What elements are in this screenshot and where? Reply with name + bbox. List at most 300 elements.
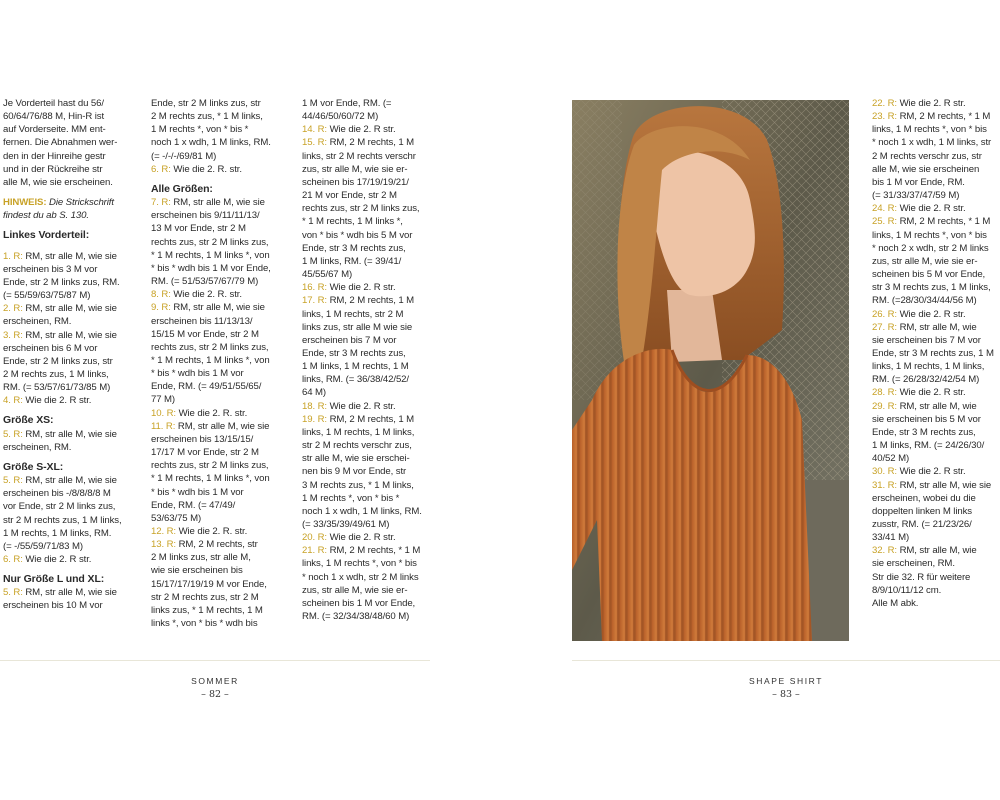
row-number: 27. R: xyxy=(872,321,897,333)
row-text: links, str 2 M rechts verschr xyxy=(302,150,416,162)
row-text: Wie die 2. R str. xyxy=(897,203,966,215)
row-text: rechts zus, str 2 M links zus, xyxy=(302,203,420,215)
row-instruction xyxy=(3,329,138,342)
row-text: Wie die 2. R str. xyxy=(22,395,92,407)
row-text: 15/15 M vor Ende, str 2 M xyxy=(151,328,259,340)
row-text: Ende, str 2 M links zus, str xyxy=(3,355,113,367)
text-line xyxy=(872,597,1000,610)
row-text: RM. (= 26/28/32/42/54 M) xyxy=(872,374,980,386)
row-text: (= -/-/-/69/81 M) xyxy=(151,150,217,162)
text-line xyxy=(872,584,1000,597)
row-text: und in der Rückreihe str xyxy=(3,163,103,175)
row-text: * noch 1 x wdh, str 2 M links xyxy=(302,571,419,583)
text-line xyxy=(872,229,1000,242)
row-text: rechts zus, str 2 M links zus, xyxy=(151,460,269,472)
row-text: RM, str alle M, wie sie xyxy=(22,587,117,599)
row-text: findest du ab S. 130. xyxy=(3,210,89,222)
row-number: 26. R: xyxy=(872,308,897,320)
row-instruction xyxy=(302,400,437,413)
text-line xyxy=(302,518,437,531)
row-instruction xyxy=(872,400,1000,413)
row-text: rechts zus, str 2 M links zus, xyxy=(151,341,269,353)
hint-label: HINWEIS: xyxy=(3,197,47,209)
row-text: str 2 M rechts zus, 1 M links, xyxy=(3,514,122,526)
page-number: – 82 – xyxy=(201,689,229,700)
row-number: 24. R: xyxy=(872,203,897,215)
row-text: doppelten linken M links xyxy=(872,505,972,517)
row-text: erscheinen bis -/8/8/8/8 M xyxy=(3,488,111,500)
row-text: Wie die 2. R str. xyxy=(897,98,966,109)
text-line xyxy=(302,373,437,386)
row-text: links, 1 M rechts, 1 M links, xyxy=(872,361,985,373)
row-text: bis 1 M vor Ende, RM. xyxy=(872,176,965,188)
row-text: alle M, wie sie erscheinen xyxy=(872,163,980,175)
row-text: Str die 32. R für weitere xyxy=(872,571,971,583)
text-line xyxy=(151,380,291,393)
row-instruction xyxy=(302,136,437,149)
text-column-1 xyxy=(3,97,138,613)
row-text: erscheinen bis 10 M vor xyxy=(3,600,103,612)
text-line xyxy=(151,604,291,617)
text-line xyxy=(3,527,138,540)
row-text: 2 M links zus, str alle M, xyxy=(151,552,251,564)
row-number: 2. R: xyxy=(3,303,23,315)
row-text: links, 1 M rechts, 1 M links, xyxy=(302,426,415,438)
row-instruction xyxy=(302,123,437,136)
text-line xyxy=(872,426,1000,439)
row-text: 17/17 M vor Ende, str 2 M xyxy=(151,447,259,459)
row-text: 64 M) xyxy=(302,387,327,399)
text-line xyxy=(3,381,138,394)
row-text: alle M, wie sie erscheinen. xyxy=(3,176,113,188)
row-instruction xyxy=(151,301,291,314)
row-text: Wie die 2. R str. xyxy=(327,124,396,136)
text-line xyxy=(151,564,291,577)
text-line xyxy=(302,110,437,123)
text-line xyxy=(302,584,437,597)
text-line xyxy=(302,97,437,110)
row-text: 45/55/67 M) xyxy=(302,269,353,281)
row-number: 10. R: xyxy=(151,407,176,419)
text-line xyxy=(151,275,291,288)
text-line xyxy=(151,551,291,564)
footer-rule-left xyxy=(0,660,430,661)
text-line xyxy=(872,439,1000,452)
section-heading: Größe XS: xyxy=(3,414,54,427)
text-line xyxy=(151,446,291,459)
row-text: zus, str alle M, wie sie er- xyxy=(872,255,978,267)
text-line xyxy=(302,571,437,584)
row-text: RM, str alle M, wie xyxy=(897,545,977,557)
text-line xyxy=(151,209,291,222)
row-number: 28. R: xyxy=(872,387,897,399)
text-line xyxy=(302,334,437,347)
text-line xyxy=(3,514,138,527)
row-text: links, 1 M rechts, str 2 M xyxy=(302,308,404,320)
spacer xyxy=(151,176,291,183)
text-line xyxy=(872,255,1000,268)
row-number: 20. R: xyxy=(302,532,327,544)
text-line xyxy=(302,176,437,189)
text-line xyxy=(302,215,437,228)
spacer xyxy=(3,566,138,573)
row-number: 1. R: xyxy=(3,250,23,262)
row-text: 1 M links, 1 M rechts, 1 M xyxy=(302,361,409,373)
text-line xyxy=(151,591,291,604)
text-line xyxy=(302,557,437,570)
text-line xyxy=(872,531,1000,544)
row-instruction xyxy=(151,407,291,420)
footer-section-label: SOMMER xyxy=(191,676,239,686)
row-text: (= 33/35/39/49/61 M) xyxy=(302,519,390,530)
text-line xyxy=(872,518,1000,531)
row-instruction xyxy=(3,428,138,441)
row-text: RM, str alle M, wie sie xyxy=(170,197,265,209)
row-text: Ende, RM. (= 49/51/55/65/ xyxy=(151,381,262,393)
text-line xyxy=(872,176,1000,189)
row-text: scheinen bis 5 M vor Ende, xyxy=(872,269,986,281)
text-line xyxy=(3,368,138,381)
row-text: noch 1 x wdh, 1 M links, RM. xyxy=(151,137,271,149)
row-number: 22. R: xyxy=(872,98,897,109)
row-number: 9. R: xyxy=(151,302,171,314)
text-line xyxy=(151,499,291,512)
text-line xyxy=(302,479,437,492)
row-text: Wie die 2. R str. xyxy=(327,400,396,412)
row-number: 23. R: xyxy=(872,111,897,123)
row-text: zus, str alle M, wie sie er- xyxy=(302,584,408,596)
row-instruction xyxy=(151,196,291,209)
row-number: 3. R: xyxy=(3,329,23,341)
row-number: 29. R: xyxy=(872,400,897,412)
row-text: RM, 2 M rechts, 1 M xyxy=(327,137,415,149)
text-column-4 xyxy=(872,97,1000,610)
row-text: 1 M rechts *, von * bis * xyxy=(151,124,249,136)
row-number: 14. R: xyxy=(302,124,327,136)
row-text: sie erscheinen, RM. xyxy=(872,558,955,570)
row-text: zus, str alle M, wie sie er- xyxy=(302,163,408,175)
row-text: (= 55/59/63/75/87 M) xyxy=(3,290,91,302)
row-text: RM, 2 M rechts, 1 M xyxy=(327,413,415,425)
spacer xyxy=(3,222,138,229)
row-text: * 1 M rechts, 1 M links *, von xyxy=(151,249,270,261)
text-line xyxy=(151,486,291,499)
text-line xyxy=(302,255,437,268)
row-text: links, 1 M rechts *, von * bis xyxy=(872,229,987,241)
row-instruction xyxy=(872,202,1000,215)
row-text: RM, str alle M, wie sie xyxy=(175,420,270,432)
text-line xyxy=(872,571,1000,584)
row-text: erscheinen, RM. xyxy=(3,316,72,328)
spacer xyxy=(3,243,138,250)
row-text: * 1 M rechts, 1 M links *, xyxy=(302,216,403,228)
row-text: RM, 2 M rechts, * 1 M xyxy=(897,111,991,123)
row-text: noch 1 x wdh, 1 M links, RM. xyxy=(302,505,422,517)
row-number: 15. R: xyxy=(302,137,327,149)
text-line xyxy=(3,289,138,302)
row-text: Wie die 2. R str. xyxy=(897,308,966,320)
text-line xyxy=(872,505,1000,518)
text-line xyxy=(872,123,1000,136)
text-line xyxy=(151,393,291,406)
row-text: 15/17/17/19/19 M vor Ende, xyxy=(151,578,267,590)
text-line xyxy=(302,150,437,163)
text-line xyxy=(3,176,138,189)
text-line xyxy=(302,452,437,465)
text-line xyxy=(151,110,291,123)
row-text: * 1 M rechts, 1 M links *, von xyxy=(151,473,270,485)
row-text: links zus, * 1 M rechts, 1 M xyxy=(151,604,263,616)
row-text: von * bis * wdh bis 5 M vor xyxy=(302,229,413,241)
text-line xyxy=(3,97,138,110)
text-line xyxy=(872,373,1000,386)
row-number: 11. R: xyxy=(151,420,176,432)
row-instruction xyxy=(3,394,138,407)
text-line xyxy=(872,413,1000,426)
row-text: * noch 2 x wdh, str 2 M links xyxy=(872,242,989,254)
text-line xyxy=(302,505,437,518)
text-line xyxy=(302,347,437,360)
text-line xyxy=(872,150,1000,163)
row-instruction xyxy=(151,288,291,301)
row-text: * noch 1 x wdh, 1 M links, str xyxy=(872,137,992,149)
row-text: 1 M links, RM. (= 24/26/30/ xyxy=(872,440,985,452)
row-text: links, 1 M rechts *, von * bis xyxy=(302,558,417,570)
row-text: RM, str alle M, wie sie xyxy=(897,479,992,491)
row-number: 25. R: xyxy=(872,216,897,228)
row-text: 44/46/50/60/72 M) xyxy=(302,111,379,123)
text-line xyxy=(151,236,291,249)
row-number: 30. R: xyxy=(872,466,897,478)
text-line xyxy=(3,487,138,500)
text-column-2 xyxy=(151,97,291,630)
row-text: 2 M rechts verschr zus, str xyxy=(872,150,982,162)
row-text: links *, von * bis * wdh bis xyxy=(151,618,258,630)
row-text: RM, 2 M rechts, * 1 M xyxy=(897,216,991,228)
row-instruction xyxy=(3,474,138,487)
row-text: RM, str alle M, wie sie xyxy=(22,428,117,440)
text-line xyxy=(3,276,138,289)
row-text: RM. (= 53/57/61/73/85 M) xyxy=(3,382,111,394)
row-text: str 3 M rechts zus, 1 M links, xyxy=(872,282,991,294)
row-number: 21. R: xyxy=(302,545,327,557)
row-text: erscheinen bis 7 M vor xyxy=(302,334,397,346)
row-instruction xyxy=(302,281,437,294)
text-line xyxy=(3,540,138,553)
text-line xyxy=(302,610,437,623)
row-text: fernen. Die Abnahmen wer- xyxy=(3,137,118,149)
row-text: Je Vorderteil hast du 56/ xyxy=(3,98,104,109)
text-line xyxy=(151,367,291,380)
row-text: Ende, str 3 M rechts zus, xyxy=(302,347,406,359)
text-column-3 xyxy=(302,97,437,623)
row-number: 8. R: xyxy=(151,289,171,301)
text-line xyxy=(302,242,437,255)
text-line xyxy=(302,308,437,321)
row-text: nen bis 9 M vor Ende, str xyxy=(302,466,407,478)
row-text: Alle M abk. xyxy=(872,597,919,609)
row-text: links, RM. (= 36/38/42/52/ xyxy=(302,374,409,386)
row-text: RM, str alle M, wie sie xyxy=(22,475,117,487)
row-number: 19. R: xyxy=(302,413,327,425)
row-instruction xyxy=(151,163,291,176)
row-instruction xyxy=(872,479,1000,492)
row-text: 33/41 M) xyxy=(872,532,910,544)
row-text: scheinen bis 1 M vor Ende, xyxy=(302,597,416,609)
text-line xyxy=(302,163,437,176)
spacer xyxy=(3,189,138,196)
row-text: 1 M vor Ende, RM. (= xyxy=(302,98,392,109)
row-text: scheinen bis 17/19/19/21/ xyxy=(302,176,409,188)
row-number: 16. R: xyxy=(302,282,327,294)
row-number: 17. R: xyxy=(302,295,327,307)
hint-line xyxy=(3,196,138,209)
text-line xyxy=(872,492,1000,505)
row-text: sie erscheinen bis 5 M vor xyxy=(872,413,981,425)
row-instruction xyxy=(3,302,138,315)
text-line xyxy=(872,334,1000,347)
row-text: Wie die 2. R str. xyxy=(327,532,396,544)
row-text: RM. (= 32/34/38/48/60 M) xyxy=(302,611,410,623)
row-instruction xyxy=(872,97,1000,110)
text-line xyxy=(302,465,437,478)
row-instruction xyxy=(151,525,291,538)
row-text: RM, str alle M, wie xyxy=(897,400,977,412)
text-line xyxy=(3,500,138,513)
text-line xyxy=(3,315,138,328)
row-text: vor Ende, str 2 M links zus, xyxy=(3,501,116,513)
spacer xyxy=(3,454,138,461)
text-line xyxy=(302,439,437,452)
row-text: str alle M, wie sie erschei- xyxy=(302,453,410,465)
text-line xyxy=(872,163,1000,176)
text-line xyxy=(151,249,291,262)
text-line xyxy=(151,512,291,525)
text-line xyxy=(151,354,291,367)
text-line xyxy=(302,268,437,281)
row-text: sie erscheinen bis 7 M vor xyxy=(872,334,981,346)
row-text: RM, str alle M, wie sie xyxy=(22,329,117,341)
text-line xyxy=(302,189,437,202)
row-instruction xyxy=(872,215,1000,228)
row-text: RM, str alle M, wie xyxy=(897,321,977,333)
row-text: erscheinen bis 13/15/15/ xyxy=(151,433,254,445)
row-number: 4. R: xyxy=(3,395,23,407)
footer-section-label: SHAPE SHIRT xyxy=(748,676,824,686)
row-number: 18. R: xyxy=(302,400,327,412)
row-text: 1 M rechts, 1 M links, RM. xyxy=(3,527,112,539)
row-text: erscheinen, wobei du die xyxy=(872,492,976,504)
row-text: erscheinen bis 9/11/11/13/ xyxy=(151,210,260,222)
row-instruction xyxy=(3,250,138,263)
row-text: 1 M links, RM. (= 39/41/ xyxy=(302,255,402,267)
text-line xyxy=(3,355,138,368)
section-heading: Alle Größen: xyxy=(151,182,213,195)
row-number: 32. R: xyxy=(872,545,897,557)
section-heading: Größe S-XL: xyxy=(3,460,64,473)
row-text: rechts zus, str 2 M links zus, xyxy=(151,236,269,248)
row-number: 12. R: xyxy=(151,526,176,537)
row-text: RM, 2 M rechts, * 1 M xyxy=(327,545,421,557)
text-line xyxy=(3,263,138,276)
text-line xyxy=(151,136,291,149)
text-line xyxy=(872,294,1000,307)
row-text: wie sie erscheinen bis xyxy=(151,565,243,577)
row-text: (= 31/33/37/47/59 M) xyxy=(872,190,960,202)
row-text: * bis * wdh bis 1 M vor xyxy=(151,368,244,380)
row-number: 7. R: xyxy=(151,197,171,209)
text-line xyxy=(151,617,291,630)
row-text: 13 M vor Ende, str 2 M xyxy=(151,223,246,235)
row-text: 2 M rechts zus, * 1 M links, xyxy=(151,111,263,123)
text-line xyxy=(872,242,1000,255)
text-line xyxy=(872,136,1000,149)
footer-rule-right xyxy=(572,660,1000,661)
text-line xyxy=(151,123,291,136)
row-instruction xyxy=(151,538,291,551)
row-text: zusstr, RM. (= 21/23/26/ xyxy=(872,519,972,530)
row-instruction xyxy=(151,420,291,433)
text-line xyxy=(151,262,291,275)
row-text: Wie die 2. R str. xyxy=(897,466,966,478)
row-text: (= -/55/59/71/83 M) xyxy=(3,540,83,552)
row-text: erscheinen bis 11/13/13/ xyxy=(151,315,253,327)
row-text: 2 M rechts zus, 1 M links, xyxy=(3,368,109,380)
row-text: 21 M vor Ende, str 2 M xyxy=(302,190,397,202)
row-text: links zus, str alle M wie sie xyxy=(302,321,413,333)
model-photo xyxy=(572,100,849,641)
text-line xyxy=(302,597,437,610)
row-text: * bis * wdh bis 1 M vor Ende, xyxy=(151,262,271,274)
row-text: 40/52 M) xyxy=(872,453,910,465)
section-heading: Linkes Vorderteil: xyxy=(3,229,90,242)
text-line xyxy=(3,441,138,454)
row-text: 60/64/76/88 M, Hin-R ist xyxy=(3,111,105,123)
row-text: erscheinen bis 6 M vor xyxy=(3,342,98,354)
row-instruction xyxy=(872,321,1000,334)
text-line xyxy=(151,222,291,235)
text-line xyxy=(151,459,291,472)
row-text: den in der Hinreihe gestr xyxy=(3,150,106,162)
row-text: 77 M) xyxy=(151,394,176,406)
row-instruction xyxy=(872,465,1000,478)
row-text: * bis * wdh bis 1 M vor xyxy=(151,486,244,498)
row-text: 3 M rechts zus, * 1 M links, xyxy=(302,479,414,491)
row-text: RM, str alle M, wie sie xyxy=(170,302,265,314)
row-text: Wie die 2. R str. xyxy=(897,387,966,399)
row-instruction xyxy=(872,544,1000,557)
row-instruction xyxy=(872,110,1000,123)
row-number: 5. R: xyxy=(3,475,23,487)
text-line xyxy=(151,472,291,485)
text-line xyxy=(872,452,1000,465)
row-text: erscheinen, RM. xyxy=(3,441,72,453)
text-line xyxy=(872,360,1000,373)
row-text: Ende, str 3 M rechts zus, xyxy=(302,242,406,254)
text-line xyxy=(151,315,291,328)
text-line xyxy=(151,97,291,110)
row-text: 8/9/10/11/12 cm. xyxy=(872,584,942,596)
text-line xyxy=(872,268,1000,281)
row-text: Ende, str 2 M links zus, str xyxy=(151,98,261,109)
text-line xyxy=(151,328,291,341)
text-line xyxy=(151,578,291,591)
row-text: Ende, str 3 M rechts zus, xyxy=(872,426,976,438)
row-text: RM. (=28/30/34/44/56 M) xyxy=(872,295,977,307)
text-line xyxy=(151,150,291,163)
text-line xyxy=(872,557,1000,570)
row-instruction xyxy=(302,413,437,426)
